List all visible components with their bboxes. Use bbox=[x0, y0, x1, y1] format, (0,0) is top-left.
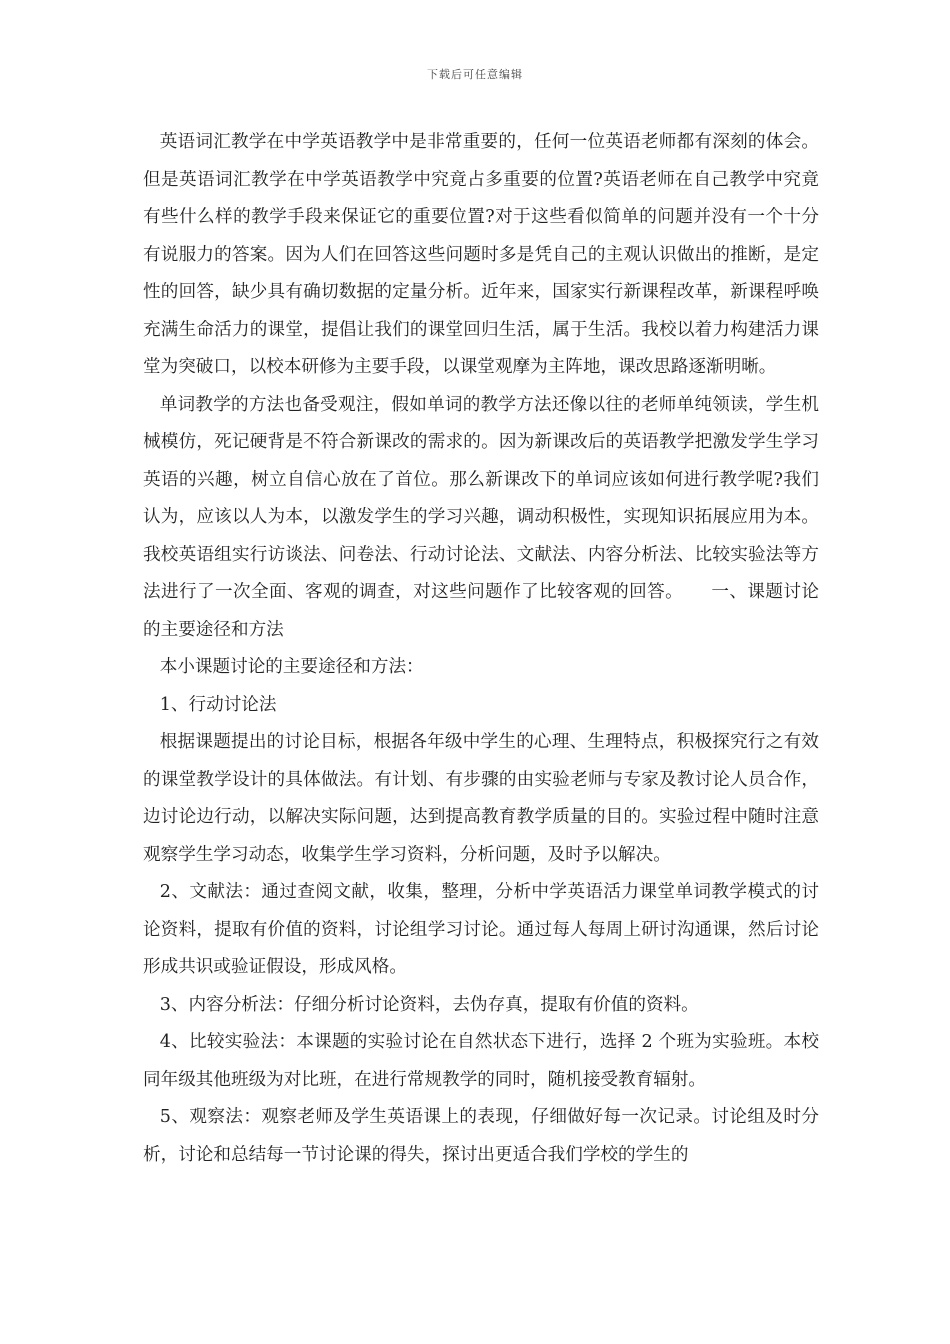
method-observation: 5、观察法：观察老师及学生英语课上的表现，仔细做好每一次记录。讨论组及时分析，讨论和总结每一节讨论课的得失，探讨出更适合我们学校的学生的 bbox=[143, 1107, 819, 1165]
paragraph-vocabulary-methods-text: 单词教学的方法也备受观注，假如单词的教学方法还像以往的老师单纯领读，学生机械模仿，死记硬背是不符合新课改的需求的。因为新课改后的英语教学把激发学生学习英语的兴趣，树立自信心放在了首位。那么新课改下的单词应该如何进行教学呢?我们认为，应该以人为本，以激发学生的学习兴趣，调动积极性，实现知识拓展应用为本。我校英语组实行访谈法、问卷法、行动讨论法、文献法、内容分析法、比较实验法等方法进行了一次全面、客观的调查，对这些问题作了比较客观的回答。 bbox=[143, 394, 819, 602]
page-header: 下载后可任意编辑 bbox=[427, 68, 523, 81]
section-heading: 一、课题讨论的主要途径和方法 bbox=[143, 582, 819, 640]
paragraph-vocabulary-methods bbox=[143, 387, 819, 650]
paragraph-action-research: 根据课题提出的讨论目标，根据各年级中学生的心理、生理特点，积极探究行之有效的课堂教学设计的具体做法。有计划、有步骤的由实验老师与专家及教讨论人员合作，边讨论边行动，以解决实际问题，达到提高教育教学质量的目的。实验过程中随时注意观察学生学习动态，收集学生学习资料，分析问题，及时予以解决。 bbox=[143, 732, 819, 865]
method-content-analysis: 3、内容分析法：仔细分析讨论资料，去伪存真，提取有价值的资料。 bbox=[159, 994, 699, 1015]
document-body bbox=[143, 124, 819, 1174]
method-literature: 2、文献法：通过查阅文献，收集，整理，分析中学英语活力课堂单词教学模式的讨论资料，提取有价值的资料，讨论组学习讨论。通过每人每周上研讨沟通课，然后讨论形成共识或验证假设，形成风格。 bbox=[143, 882, 819, 977]
method-heading-action-research: 1、行动讨论法 bbox=[159, 694, 277, 715]
method-comparative-experiment: 4、比较实验法：本课题的实验讨论在自然状态下进行，选择 2 个班为实验班。本校同年级其他班级为对比班，在进行常规教学的同时，随机接受教育辐射。 bbox=[143, 1032, 819, 1090]
paragraph-intro: 英语词汇教学在中学英语教学中是非常重要的，任何一位英语老师都有深刻的体会。但是英语词汇教学在中学英语教学中究竟占多重要的位置?英语老师在自己教学中究竟有些什么样的教学手段来保证它的重要位置?对于这些看似简单的问题并没有一个十分有说服力的答案。因为人们在回答这些问题时多是凭自己的主观认识做出的推断，是定性的回答，缺少具有确切数据的定量分析。近年来，国家实行新课程改革，新课程呼唤充满生命活力的课堂，提倡让我们的课堂回归生活，属于生活。我校以着力构建活力课堂为突破口，以校本研修为主要手段，以课堂观摩为主阵地，课改思路逐渐明晰。 bbox=[143, 132, 819, 377]
paragraph-research-approach: 本小课题讨论的主要途径和方法： bbox=[159, 657, 424, 677]
